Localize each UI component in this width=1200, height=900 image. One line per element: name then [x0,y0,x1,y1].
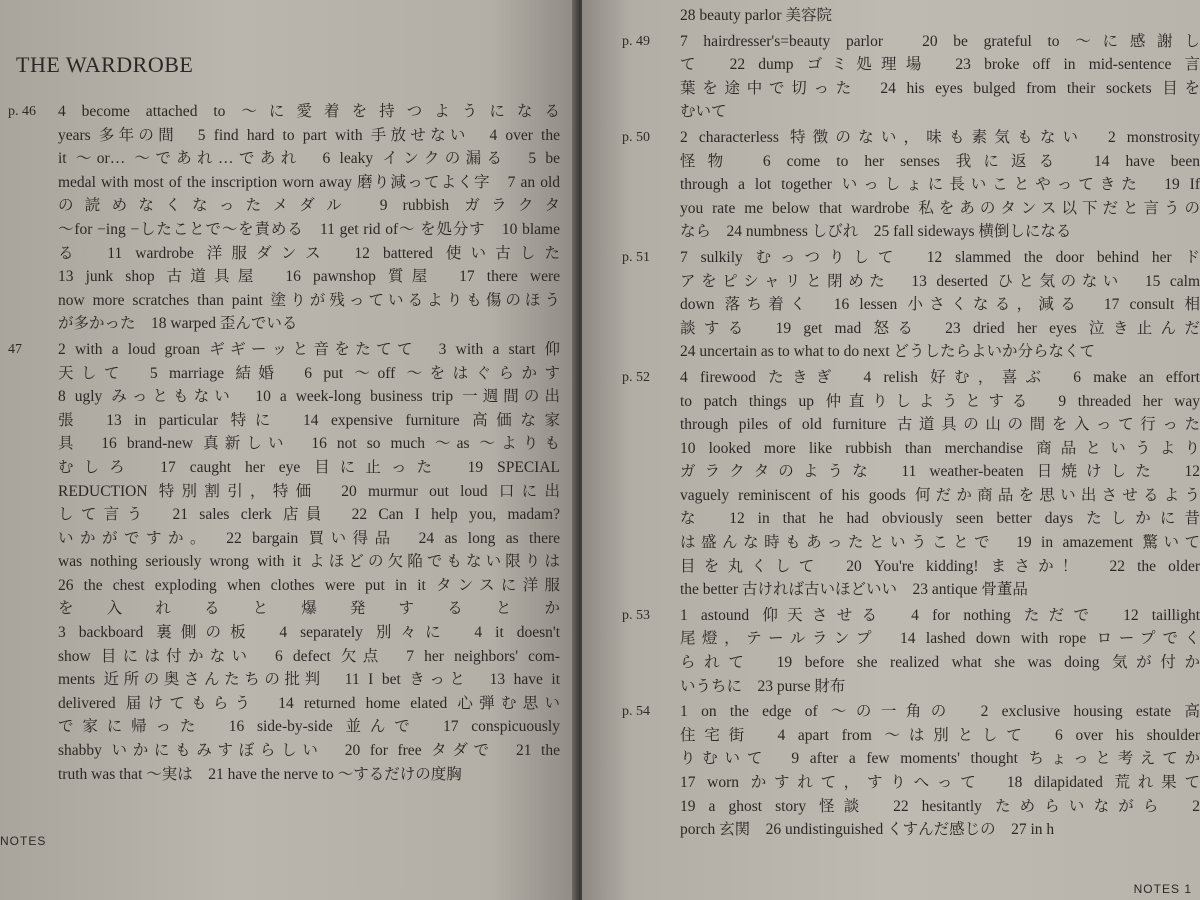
note-lines [680,30,1200,124]
note-line: show 目には付かない 6 defect 欠点 7 her neighbors' com- [58,647,560,665]
note-line: to patch things up 仲直りしようとする 9 threaded her way [680,392,1200,410]
note-line: 2 with a loud groan ギギーッと音をたてて 3 with a start 仰 [58,340,560,358]
note-line: 住宅街 4 apart from 〜は別として 6 over his shoulder [680,726,1200,744]
note-line: 具 16 brand-new 真新しい 16 not so much 〜as 〜よりも [58,435,560,453]
page-reference: p. 51 [622,249,650,265]
note-lines [680,246,1200,364]
note-line: down 落ち着く 16 lessen 小さくなる，減る 17 consult 相 [680,296,1200,314]
note-entry [8,100,560,336]
note-line: through a lot together いっしょに長いことやってきた 19 If [680,176,1200,194]
note-line: いうちに 23 purse 財布 [680,677,846,695]
note-line: る 11 wardrobe 洋服ダンス 12 battered 使い古した [58,244,560,262]
note-entry [622,604,1200,698]
note-line: medal with most of the inscription worn away 磨り減ってよく字 7 an old [58,173,560,191]
note-line: 7 sulkily むっつりして 12 slammed the door behind her ド [680,248,1200,266]
right-footer: NOTES 1 [1133,882,1192,896]
note-line: アをピシャリと閉めた 13 deserted ひと気のない 15 calm [680,272,1200,290]
note-lines [680,366,1200,602]
note-line: の読めなくなったメダル 9 rubbish ガラクタ [58,197,560,215]
left-notes [8,100,560,786]
note-line: 7 hairdresser's=beauty parlor 20 be grateful to 〜に感謝し [680,32,1200,50]
page-reference: p. 50 [622,129,650,145]
left-footer: NOTES [0,834,47,848]
note-line: 1 on the edge of 〜の一角の 2 exclusive housing estate 高 [680,703,1200,721]
page-reference: p. 54 [622,704,650,720]
note-line: the better 古ければ古いほどいい 23 antique 骨董品 [680,581,1028,599]
note-line: は盛んな時もあったということで 19 in amazement 驚いて [680,534,1200,552]
note-entry [622,30,1200,124]
note-line: なら 24 numbness しびれ 25 fall sideways 横倒しになる [680,223,1072,241]
note-line: 8 ugly みっともない 10 a week-long business trip 一週間の出 [58,388,560,406]
right-page [582,0,1200,900]
right-notes [622,4,1200,842]
note-line: 天して 5 marriage 結婚 6 put 〜off 〜をはぐらかす [58,364,560,382]
note-line: 張 13 in particular 特に 14 expensive furniture 高価な家 [58,411,560,429]
page-reference: 47 [8,341,22,357]
note-line: 1 astound 仰天させる 4 for nothing ただで 12 taillight [680,606,1200,624]
note-entry [8,338,560,786]
note-line: was nothing seriously wrong with it よほどの欠陥でもない限りは [58,553,560,571]
note-line: 24 uncertain as to what to do next どうしたらよいか分らなくて [680,343,1096,361]
note-line: ガラクタのような 11 weather-beaten 日焼けした 12 [680,463,1200,481]
page-reference: p. 46 [8,104,36,119]
note-line: な 12 in that he had obviously seen better days たしかに昔 [680,510,1200,528]
note-line: 28 beauty parlor 美容院 [680,7,832,24]
page-reference: p. 53 [622,607,650,623]
note-line: you rate me below that wardrobe 私をあのタンス以下だと言うの [680,199,1200,217]
note-line: 怪物 6 come to her senses 我に返る 14 have been [680,152,1200,170]
note-line: 4 become attached to 〜に愛着を持つようになる [58,103,560,120]
note-line: りむいて 9 after a few moments' thought ちょっと考えてか [680,750,1200,768]
note-line: vaguely reminiscent of his goods 何だか商品を思い出させるよう [680,486,1200,504]
note-line: shabby いかにもみすぼらしい 20 for free タダで 21 the [58,742,560,760]
note-line: 26 the chest exploding when clothes were put in it タンスに洋服 [58,576,560,594]
note-lines [680,604,1200,698]
note-line: が多かった 18 warped 歪んでいる [58,315,298,333]
note-line: 葉を途中で切った 24 his eyes bulged from their sockets 目を [680,79,1200,97]
note-line: むいて [680,103,727,121]
note-entry [622,246,1200,364]
note-line: 19 a ghost story 怪談 22 hesitantly ためらいながら 2 [680,797,1200,815]
note-lines [58,338,560,786]
note-line: REDUCTION 特別割引，特価 20 murmur out loud 口に出 [58,482,560,500]
note-entry [622,4,1200,28]
note-line: 尾燈，テールランプ 14 lashed down with rope ロープでく [680,630,1200,648]
note-line: で家に帰った 16 side-by-side 並んで 17 conspicuously [58,718,560,736]
note-line: して言う 21 sales clerk 店員 22 Can I help you, madam? [58,506,560,524]
note-line: porch 玄関 26 undistinguished くすんだ感じの 27 in h [680,821,1055,839]
note-line: 3 backboard 裏側の板 4 separately 別々に 4 it doesn't [58,624,560,642]
note-line: 17 worn かすれて，すりへって 18 dilapidated 荒れ果て [680,774,1200,791]
note-line: 談する 19 get mad 怒る 23 dried her eyes 泣き止んだ [680,319,1200,337]
note-line: years 多年の間 5 find hard to part with 手放せない 4 over the [58,126,560,144]
section-title: THE WARDROBE [16,52,194,77]
note-line: いかがですか。 22 bargain 買い得品 24 as long as there [58,529,560,547]
note-line: 2 characterless 特徴のない，味も素気もない 2 monstrosity [680,128,1200,146]
page-reference: p. 49 [622,33,650,49]
note-line: られて 19 before she realized what she was doing 気が付か [680,654,1200,672]
note-line: 10 looked more like rubbish than merchandise 商品というより [680,439,1200,457]
note-line: を入れると爆発するとか [58,600,560,618]
note-line: truth was that 〜実は 21 have the nerve to 〜するだけの度胸 [58,765,462,783]
note-line: 目を丸くして 20 You're kidding! まさか！ 22 the older [680,557,1200,575]
note-entry [622,366,1200,602]
page-reference: p. 52 [622,369,650,385]
note-line: it 〜or… 〜であれ…であれ 6 leaky インクの漏る 5 be [58,150,560,168]
note-line: ments 近所の奥さんたちの批判 11 I bet きっと 13 have it [58,671,560,689]
note-line: て 22 dump ゴミ処理場 23 broke off in mid-sentence 言 [680,56,1200,74]
note-line: 〜for −ing −したことで〜を責める 11 get rid of〜 を処分す 10 blame [58,220,560,238]
note-entry [622,700,1200,842]
note-line: むしろ 17 caught her eye 目に止った 19 SPECIAL [58,458,560,476]
note-line: 4 firewood たきぎ 4 relish 好む，喜ぶ 6 make an effort [680,368,1200,386]
note-lines [680,4,1200,28]
note-entry [622,126,1200,244]
note-line: through piles of old furniture 古道具の山の間を入って行った [680,416,1200,434]
note-lines [680,126,1200,244]
left-page [0,0,578,900]
note-lines [58,100,560,336]
note-line: 13 junk shop 古道具屋 16 pawnshop 質屋 17 there were [58,268,560,286]
note-line: delivered 届けてもらう 14 returned home elated 心弾む思い [58,694,560,712]
note-lines [680,700,1200,842]
note-line: now more scratches than paint 塗りが残っているよりも傷のほう [58,291,560,309]
